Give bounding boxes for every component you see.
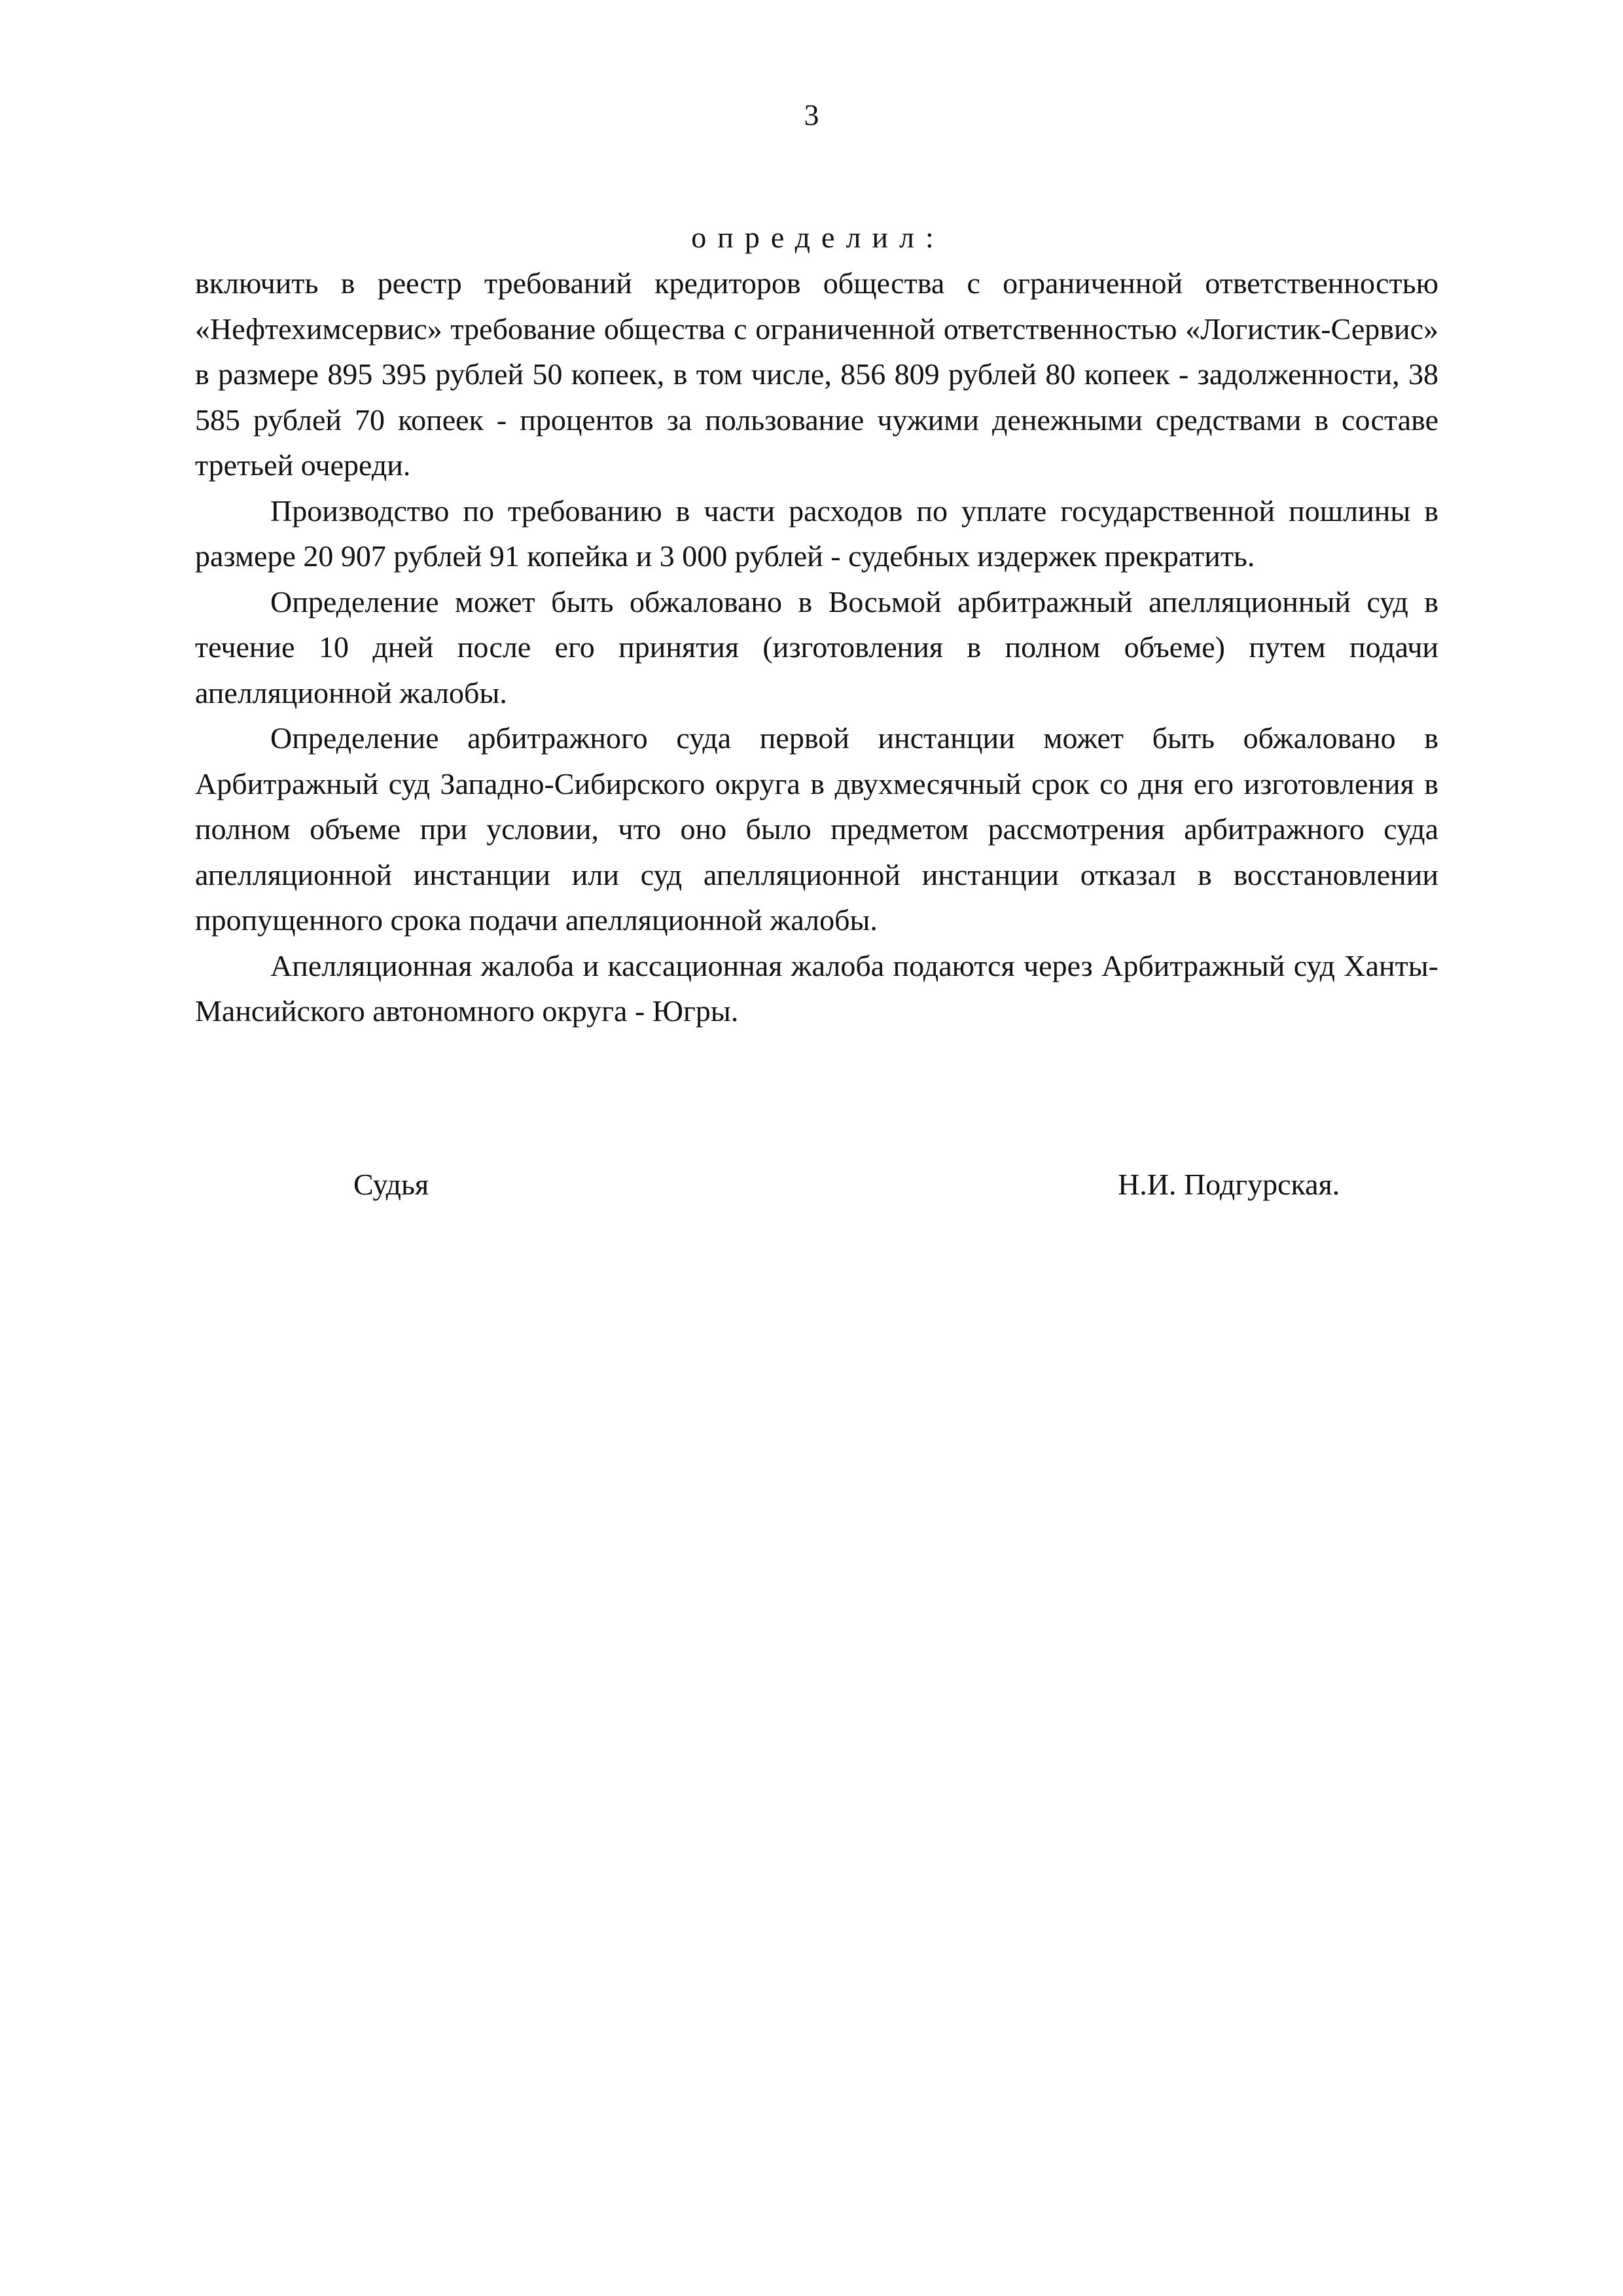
paragraph-filing-court: Апелляционная жалоба и кассационная жалоба подаются через Арбитражный суд Ханты-Мансийского автономного округа - Югры.: [195, 948, 1438, 1028]
page-number: 3: [804, 98, 819, 132]
signature-role: Судья: [353, 1168, 429, 1201]
paragraph-cassation-right: Определение арбитражного суда первой инстанции может быть обжаловано в Арбитражный суд Западно-Сибирского округа в двухмесячный срок со дня его изготовления в полном объеме при условии, что оно было предметом рассмотрения арбитражного суда апелляционной инстанции или суд апелляционной инстанции отказал в восстановлении пропущенного срока подачи апелляционной жалобы.: [195, 721, 1438, 937]
paragraph-appeal-right: Определение может быть обжаловано в Восьмой арбитражный апелляционный суд в течение 10 дней после его принятия (изготовления в полном объеме) путем подачи апелляционной жалобы.: [195, 584, 1438, 709]
ruling-body: [195, 260, 1438, 1034]
ruling-heading: определил:: [691, 221, 945, 254]
signature-block: [0, 1162, 1623, 1208]
paragraph-proceedings-terminated: Производство по требованию в части расходов по уплате государственной пошлины в размере 20 907 рублей 91 копейка и 3 000 рублей - судебных издержек прекратить.: [195, 493, 1438, 573]
signature-name: Н.И. Подгурская.: [1118, 1168, 1340, 1201]
paragraph-registry-claim: включить в реестр требований кредиторов общества с ограниченной ответственностью «Нефтехимсервис» требование общества с ограниченной ответственностью «Логистик-Сервис» в размере 895 395 рублей 50 копеек, в том числе, 856 809 рублей 80 копеек - задолженности, 38 585 рублей 70 копеек - процентов за пользование чужими денежными средствами в составе третьей очереди.: [195, 266, 1438, 482]
